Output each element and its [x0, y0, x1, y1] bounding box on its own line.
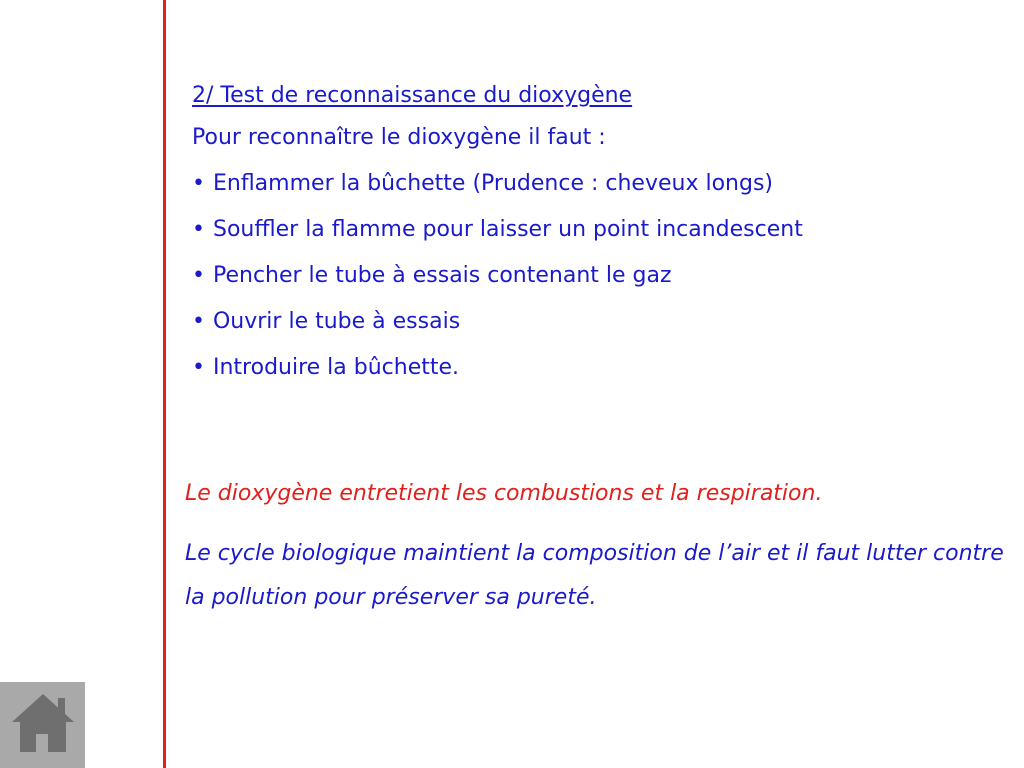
step-text: Introduire la bûchette.: [212, 355, 460, 380]
step-text: Ouvrir le tube à essais: [212, 309, 461, 334]
steps-list: [192, 170, 803, 400]
step-text: Pencher le tube à essais contenant le gaz: [212, 263, 672, 288]
list-item: [192, 262, 803, 308]
list-item: [192, 354, 803, 400]
list-item: [192, 308, 803, 354]
home-icon: [10, 690, 76, 756]
step-text: Souffler la flamme pour laisser un point incandescent: [212, 217, 803, 242]
conclusion-text: Le dioxygène entretient les combustions et la respiration.: [185, 481, 823, 506]
cycle-text: Le cycle biologique maintient la composition de l’air et il faut lutter contre la pollution pour préserver sa pureté.: [185, 541, 1004, 610]
bullet-icon: •: [192, 355, 205, 380]
bullet-icon: •: [192, 217, 205, 242]
step-text: Enflammer la bûchette (Prudence : cheveux longs): [212, 171, 773, 196]
list-item: [192, 216, 803, 262]
bullet-icon: •: [192, 263, 205, 288]
bullet-icon: •: [192, 309, 205, 334]
list-item: [192, 170, 803, 216]
home-button[interactable]: [0, 682, 85, 768]
bullet-icon: •: [192, 171, 205, 196]
slide-heading: 2/ Test de reconnaissance du dioxygène: [192, 83, 633, 108]
intro-text: Pour reconnaître le dioxygène il faut :: [192, 125, 606, 150]
